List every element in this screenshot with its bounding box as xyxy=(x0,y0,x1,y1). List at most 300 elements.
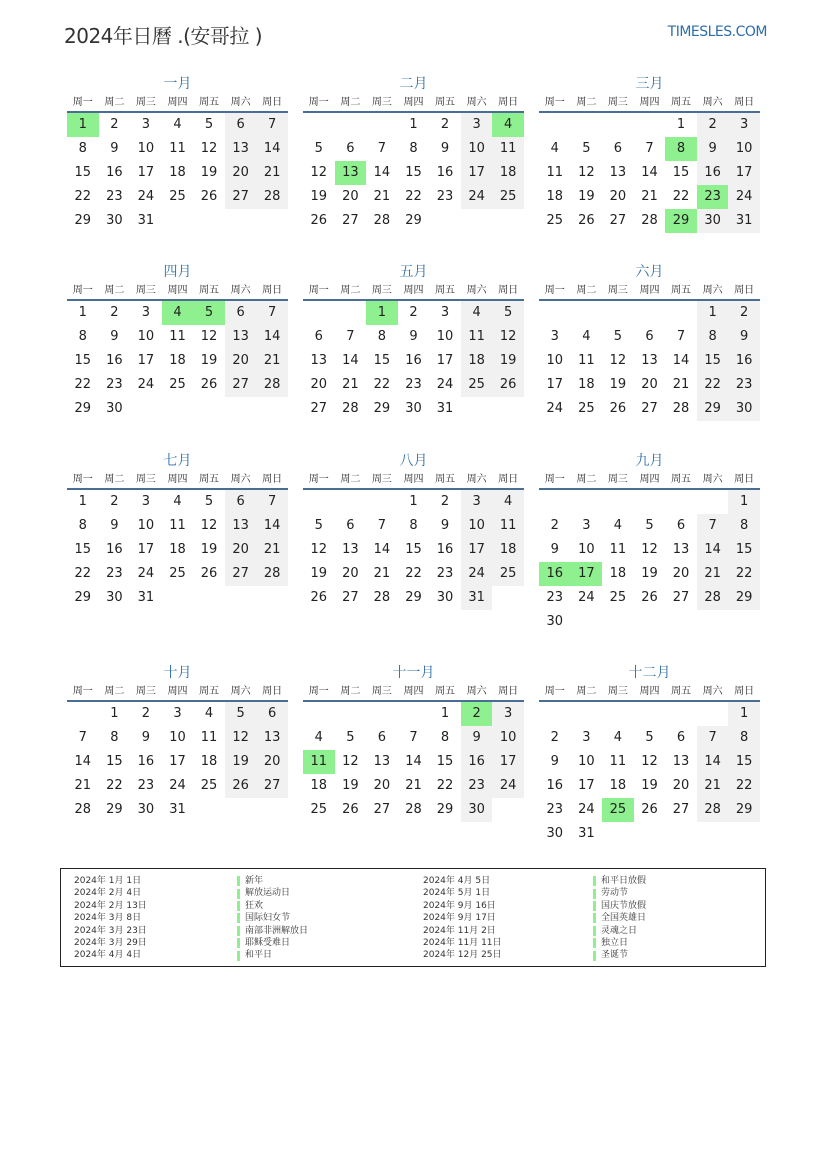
day-cell: 28 xyxy=(256,562,288,586)
weekday-label: 周三 xyxy=(371,285,392,296)
empty-day-cell xyxy=(225,798,257,822)
week-row xyxy=(67,538,288,562)
day-cell: 22 xyxy=(373,377,391,392)
day-cell: 13 xyxy=(609,165,627,180)
week-row xyxy=(539,538,760,562)
day-cell: 21 xyxy=(256,161,288,185)
weekday-label: 周三 xyxy=(135,285,156,296)
day-cell: 26 xyxy=(492,373,524,397)
day-cell: 21 xyxy=(256,538,288,562)
week-row xyxy=(67,185,288,209)
week-row xyxy=(67,562,288,586)
day-cell: 20 xyxy=(225,161,257,185)
day-cell: 1 xyxy=(728,490,760,514)
week-row xyxy=(67,726,288,750)
legend-date: 2024年 3月 23日 xyxy=(74,925,147,936)
day-cell: 30 xyxy=(405,401,422,416)
weekday-label: 周五 xyxy=(671,474,692,485)
day-cell: 26 xyxy=(641,802,658,817)
day-cell: 20 xyxy=(225,349,257,373)
day-cell: 18 xyxy=(546,189,564,204)
day-cell: 26 xyxy=(310,213,328,228)
day-cell: 18 xyxy=(169,165,186,180)
day-cell: 2 xyxy=(141,706,151,721)
empty-day-cell xyxy=(602,702,634,726)
weekday-label: 周一 xyxy=(544,97,565,108)
day-cell: 19 xyxy=(200,165,218,180)
day-cell: 7 xyxy=(256,301,288,325)
week-row xyxy=(303,137,524,161)
week-row xyxy=(303,750,524,774)
empty-day-cell xyxy=(697,490,729,514)
day-cell: 9 xyxy=(697,137,729,161)
week-row xyxy=(539,185,760,209)
day-cell: 2 xyxy=(110,305,119,320)
day-cell: 17 xyxy=(436,353,454,368)
weekday-label: 周二 xyxy=(104,285,125,296)
day-cell: 28 xyxy=(672,401,690,416)
day-cell: 1 xyxy=(409,494,418,509)
empty-day-cell xyxy=(162,586,194,610)
empty-day-cell xyxy=(665,610,697,634)
day-cell: 10 xyxy=(461,514,493,538)
day-cell: 30 xyxy=(546,614,564,629)
day-cell: 15 xyxy=(405,165,422,180)
day-cell: 16 xyxy=(539,562,571,586)
day-cell: 17 xyxy=(728,161,760,185)
weekday-label: 周一 xyxy=(308,686,329,697)
weekday-header xyxy=(303,471,524,490)
week-row xyxy=(67,373,288,397)
weekday-label: 周二 xyxy=(104,474,125,485)
day-cell: 3 xyxy=(141,117,151,132)
weekday-label: 周二 xyxy=(340,285,361,296)
day-cell: 26 xyxy=(200,189,218,204)
day-cell: 5 xyxy=(613,329,623,344)
day-cell: 11 xyxy=(492,137,524,161)
holiday-marker xyxy=(237,901,240,911)
day-cell: 17 xyxy=(461,538,493,562)
legend-date: 2024年 2月 4日 xyxy=(74,888,142,899)
empty-day-cell xyxy=(335,490,367,514)
day-cell: 1 xyxy=(676,117,686,132)
day-cell: 10 xyxy=(492,726,524,750)
holiday-marker xyxy=(593,913,596,923)
day-cell: 18 xyxy=(169,353,186,368)
weekday-label: 周二 xyxy=(576,97,597,108)
empty-day-cell xyxy=(193,798,225,822)
day-cell: 6 xyxy=(676,518,686,533)
day-cell: 17 xyxy=(578,778,595,793)
weekday-label: 周三 xyxy=(607,97,628,108)
empty-day-cell xyxy=(539,490,571,514)
weekday-header xyxy=(67,94,288,113)
day-cell: 17 xyxy=(169,754,186,769)
weekday-label: 周一 xyxy=(308,474,329,485)
weekday-label: 周三 xyxy=(135,474,156,485)
weekday-label: 周四 xyxy=(639,474,660,485)
weekday-label: 周五 xyxy=(435,474,456,485)
day-cell: 7 xyxy=(256,113,288,137)
day-cell: 26 xyxy=(200,377,218,392)
day-cell: 21 xyxy=(373,566,391,581)
weekday-header xyxy=(67,471,288,490)
legend-holiday-name: 和平日 xyxy=(245,950,273,961)
weekday-header xyxy=(303,94,524,113)
day-cell: 14 xyxy=(74,754,92,769)
day-cell: 10 xyxy=(461,137,493,161)
day-cell: 28 xyxy=(697,798,729,822)
day-cell: 31 xyxy=(169,802,186,817)
week-row xyxy=(539,373,760,397)
week-row xyxy=(303,349,524,373)
week-row xyxy=(67,514,288,538)
weekday-label: 周二 xyxy=(104,686,125,697)
empty-day-cell xyxy=(697,822,729,846)
day-cell: 5 xyxy=(314,141,323,156)
weekday-label: 周四 xyxy=(639,686,660,697)
month-name: 二月 xyxy=(399,76,428,92)
empty-day-cell xyxy=(728,822,760,846)
day-cell: 12 xyxy=(641,754,658,769)
day-cell: 3 xyxy=(440,305,450,320)
day-cell: 13 xyxy=(672,754,690,769)
day-cell: 20 xyxy=(672,566,690,581)
day-cell: 23 xyxy=(546,802,564,817)
weekday-label: 周五 xyxy=(435,97,456,108)
day-cell: 27 xyxy=(310,401,328,416)
weekday-label: 周五 xyxy=(435,686,456,697)
legend-holiday-name: 圣诞节 xyxy=(601,950,629,961)
day-cell: 19 xyxy=(342,778,359,793)
weekday-label: 周六 xyxy=(230,686,251,697)
weekday-label: 周一 xyxy=(308,97,329,108)
day-cell: 7 xyxy=(346,329,355,344)
empty-day-cell xyxy=(602,822,634,846)
week-row xyxy=(539,514,760,538)
day-cell: 9 xyxy=(110,518,119,533)
day-cell: 12 xyxy=(200,518,218,533)
week-row xyxy=(303,514,524,538)
day-cell: 10 xyxy=(137,141,155,156)
weekday-label: 周一 xyxy=(308,285,329,296)
month-name: 五月 xyxy=(399,264,428,280)
empty-day-cell xyxy=(303,702,335,726)
day-cell: 31 xyxy=(436,401,454,416)
empty-day-cell xyxy=(665,822,697,846)
legend-date: 2024年 5月 1日 xyxy=(423,888,491,899)
day-cell: 4 xyxy=(162,301,194,325)
empty-day-cell xyxy=(67,702,99,726)
day-cell: 1 xyxy=(697,301,729,325)
day-cell: 22 xyxy=(436,778,454,793)
empty-day-cell xyxy=(366,702,398,726)
weekday-label: 周六 xyxy=(230,285,251,296)
weekday-label: 周四 xyxy=(167,97,188,108)
day-cell: 27 xyxy=(373,802,391,817)
day-cell: 13 xyxy=(225,137,257,161)
day-cell: 4 xyxy=(314,730,323,745)
week-row xyxy=(67,113,288,137)
weekday-label: 周二 xyxy=(576,686,597,697)
empty-day-cell xyxy=(665,490,697,514)
day-cell: 5 xyxy=(346,730,355,745)
day-cell: 10 xyxy=(578,542,595,557)
day-cell: 6 xyxy=(613,141,623,156)
weekday-label: 周四 xyxy=(167,686,188,697)
week-row xyxy=(539,702,760,726)
day-cell: 22 xyxy=(74,377,92,392)
holiday-marker xyxy=(237,876,240,886)
empty-day-cell xyxy=(162,397,194,421)
empty-day-cell xyxy=(303,490,335,514)
day-cell: 15 xyxy=(672,165,690,180)
day-cell: 6 xyxy=(377,730,387,745)
day-cell: 3 xyxy=(141,305,151,320)
holiday-marker xyxy=(237,951,240,961)
weekday-label: 周五 xyxy=(435,285,456,296)
day-cell: 27 xyxy=(225,562,257,586)
legend-date: 2024年 1月 1日 xyxy=(74,876,142,886)
week-row xyxy=(303,373,524,397)
day-cell: 13 xyxy=(373,754,391,769)
day-cell: 16 xyxy=(697,161,729,185)
day-cell: 12 xyxy=(310,542,328,557)
day-cell: 8 xyxy=(78,141,87,156)
day-cell: 6 xyxy=(256,702,288,726)
day-cell: 3 xyxy=(461,113,493,137)
day-cell: 9 xyxy=(141,730,151,745)
day-cell: 5 xyxy=(645,730,654,745)
day-cell: 16 xyxy=(137,754,155,769)
day-cell: 8 xyxy=(78,329,87,344)
day-cell: 23 xyxy=(546,590,564,605)
day-cell: 11 xyxy=(578,353,595,368)
week-row xyxy=(303,185,524,209)
empty-day-cell xyxy=(398,702,430,726)
day-cell: 5 xyxy=(645,518,654,533)
day-cell: 25 xyxy=(609,590,627,605)
week-row xyxy=(539,161,760,185)
day-cell: 21 xyxy=(697,774,729,798)
day-cell: 13 xyxy=(225,325,257,349)
day-cell: 11 xyxy=(169,518,186,533)
empty-day-cell xyxy=(303,301,335,325)
day-cell: 17 xyxy=(492,750,524,774)
empty-day-cell xyxy=(225,586,257,610)
weekday-label: 周六 xyxy=(230,97,251,108)
day-cell: 4 xyxy=(461,301,493,325)
day-cell: 30 xyxy=(436,590,454,605)
day-cell: 14 xyxy=(342,353,359,368)
day-cell: 29 xyxy=(373,401,391,416)
day-cell: 27 xyxy=(672,590,690,605)
week-row xyxy=(67,798,288,822)
day-cell: 19 xyxy=(200,353,218,368)
day-cell: 14 xyxy=(373,542,391,557)
day-cell: 20 xyxy=(672,778,690,793)
weekday-header xyxy=(539,471,760,490)
day-cell: 18 xyxy=(492,161,524,185)
day-cell: 28 xyxy=(405,802,422,817)
week-row xyxy=(303,702,524,726)
day-cell: 20 xyxy=(373,778,391,793)
weekday-label: 周日 xyxy=(734,97,755,108)
day-cell: 2 xyxy=(440,494,450,509)
day-cell: 6 xyxy=(645,329,654,344)
day-cell: 22 xyxy=(74,566,92,581)
day-cell: 5 xyxy=(193,301,225,325)
month-name: 八月 xyxy=(399,453,428,469)
weekday-label: 周六 xyxy=(702,285,723,296)
day-cell: 22 xyxy=(74,189,92,204)
day-cell: 11 xyxy=(492,514,524,538)
weekday-label: 周四 xyxy=(639,97,660,108)
day-cell: 19 xyxy=(200,542,218,557)
day-cell: 24 xyxy=(546,401,564,416)
day-cell: 2 xyxy=(550,518,559,533)
weekday-label: 周三 xyxy=(371,686,392,697)
empty-day-cell xyxy=(461,209,493,233)
day-cell: 27 xyxy=(641,401,658,416)
empty-day-cell xyxy=(335,113,367,137)
day-cell: 6 xyxy=(225,490,257,514)
weekday-header xyxy=(539,282,760,301)
legend-date: 2024年 12月 25日 xyxy=(423,950,502,961)
empty-day-cell xyxy=(602,113,634,137)
empty-day-cell xyxy=(335,702,367,726)
week-row xyxy=(67,301,288,325)
day-cell: 25 xyxy=(169,189,186,204)
day-cell: 29 xyxy=(665,209,697,233)
weekday-label: 周日 xyxy=(262,97,283,108)
day-cell: 20 xyxy=(256,750,288,774)
weekday-label: 周五 xyxy=(199,686,220,697)
weekday-label: 周四 xyxy=(167,474,188,485)
day-cell: 24 xyxy=(436,377,454,392)
day-cell: 1 xyxy=(728,702,760,726)
weekday-label: 周一 xyxy=(72,686,93,697)
day-cell: 9 xyxy=(440,141,450,156)
weekday-label: 周四 xyxy=(639,285,660,296)
day-cell: 5 xyxy=(204,494,214,509)
day-cell: 29 xyxy=(74,213,92,228)
day-cell: 29 xyxy=(74,590,92,605)
day-cell: 13 xyxy=(310,353,328,368)
month-name: 十一月 xyxy=(392,665,435,681)
week-row xyxy=(539,209,760,233)
legend-date: 2024年 11月 2日 xyxy=(423,925,496,936)
day-cell: 28 xyxy=(74,802,92,817)
day-cell: 2 xyxy=(697,113,729,137)
day-cell: 3 xyxy=(141,494,151,509)
day-cell: 14 xyxy=(256,137,288,161)
day-cell: 17 xyxy=(461,161,493,185)
day-cell: 17 xyxy=(546,377,564,392)
day-cell: 22 xyxy=(697,373,729,397)
empty-day-cell xyxy=(665,702,697,726)
month-name: 三月 xyxy=(635,76,664,92)
week-row xyxy=(303,798,524,822)
day-cell: 24 xyxy=(169,778,186,793)
weekday-label: 周五 xyxy=(199,285,220,296)
month-block xyxy=(67,262,288,421)
day-cell: 26 xyxy=(578,213,595,228)
legend-holiday-name: 南部非洲解放日 xyxy=(245,925,309,936)
day-cell: 18 xyxy=(492,538,524,562)
day-cell: 18 xyxy=(609,566,627,581)
day-cell: 30 xyxy=(106,590,123,605)
day-cell: 19 xyxy=(641,566,658,581)
day-cell: 13 xyxy=(672,542,690,557)
day-cell: 16 xyxy=(461,750,493,774)
week-row xyxy=(539,113,760,137)
legend-date: 2024年 3月 29日 xyxy=(74,938,147,948)
legend-holiday-name: 劳动节 xyxy=(601,888,629,899)
day-cell: 19 xyxy=(492,349,524,373)
day-cell: 26 xyxy=(641,590,658,605)
day-cell: 25 xyxy=(578,401,595,416)
day-cell: 12 xyxy=(609,353,627,368)
day-cell: 23 xyxy=(137,778,155,793)
day-cell: 27 xyxy=(225,185,257,209)
day-cell: 8 xyxy=(440,730,450,745)
day-cell: 18 xyxy=(310,778,328,793)
day-cell: 31 xyxy=(578,826,595,841)
empty-day-cell xyxy=(492,397,524,421)
week-row xyxy=(67,774,288,798)
day-cell: 10 xyxy=(436,329,454,344)
day-cell: 27 xyxy=(225,373,257,397)
day-cell: 2 xyxy=(440,117,450,132)
day-cell: 3 xyxy=(550,329,559,344)
weekday-label: 周日 xyxy=(262,474,283,485)
day-cell: 14 xyxy=(641,165,658,180)
day-cell: 25 xyxy=(492,185,524,209)
day-cell: 5 xyxy=(492,301,524,325)
holiday-marker xyxy=(593,938,596,948)
empty-day-cell xyxy=(602,490,634,514)
day-cell: 19 xyxy=(310,189,328,204)
day-cell: 24 xyxy=(137,566,155,581)
weekday-label: 周二 xyxy=(104,97,125,108)
empty-day-cell xyxy=(256,586,288,610)
week-row xyxy=(303,301,524,325)
week-row xyxy=(67,586,288,610)
weekday-label: 周日 xyxy=(262,285,283,296)
day-cell: 21 xyxy=(74,778,92,793)
day-cell: 11 xyxy=(461,325,493,349)
week-row xyxy=(539,610,760,634)
day-cell: 15 xyxy=(697,349,729,373)
empty-day-cell xyxy=(429,209,461,233)
day-cell: 12 xyxy=(200,141,218,156)
week-row xyxy=(303,325,524,349)
day-cell: 15 xyxy=(728,538,760,562)
weekday-label: 周五 xyxy=(199,474,220,485)
weekday-label: 周六 xyxy=(466,686,487,697)
brand-logo[interactable]: TIMESLES.COM xyxy=(667,24,767,40)
empty-day-cell xyxy=(256,397,288,421)
week-row xyxy=(303,726,524,750)
day-cell: 14 xyxy=(672,353,690,368)
day-cell: 25 xyxy=(310,802,328,817)
day-cell: 2 xyxy=(728,301,760,325)
week-row xyxy=(67,750,288,774)
day-cell: 29 xyxy=(106,802,123,817)
weekday-label: 周六 xyxy=(702,97,723,108)
weekday-label: 周六 xyxy=(466,474,487,485)
